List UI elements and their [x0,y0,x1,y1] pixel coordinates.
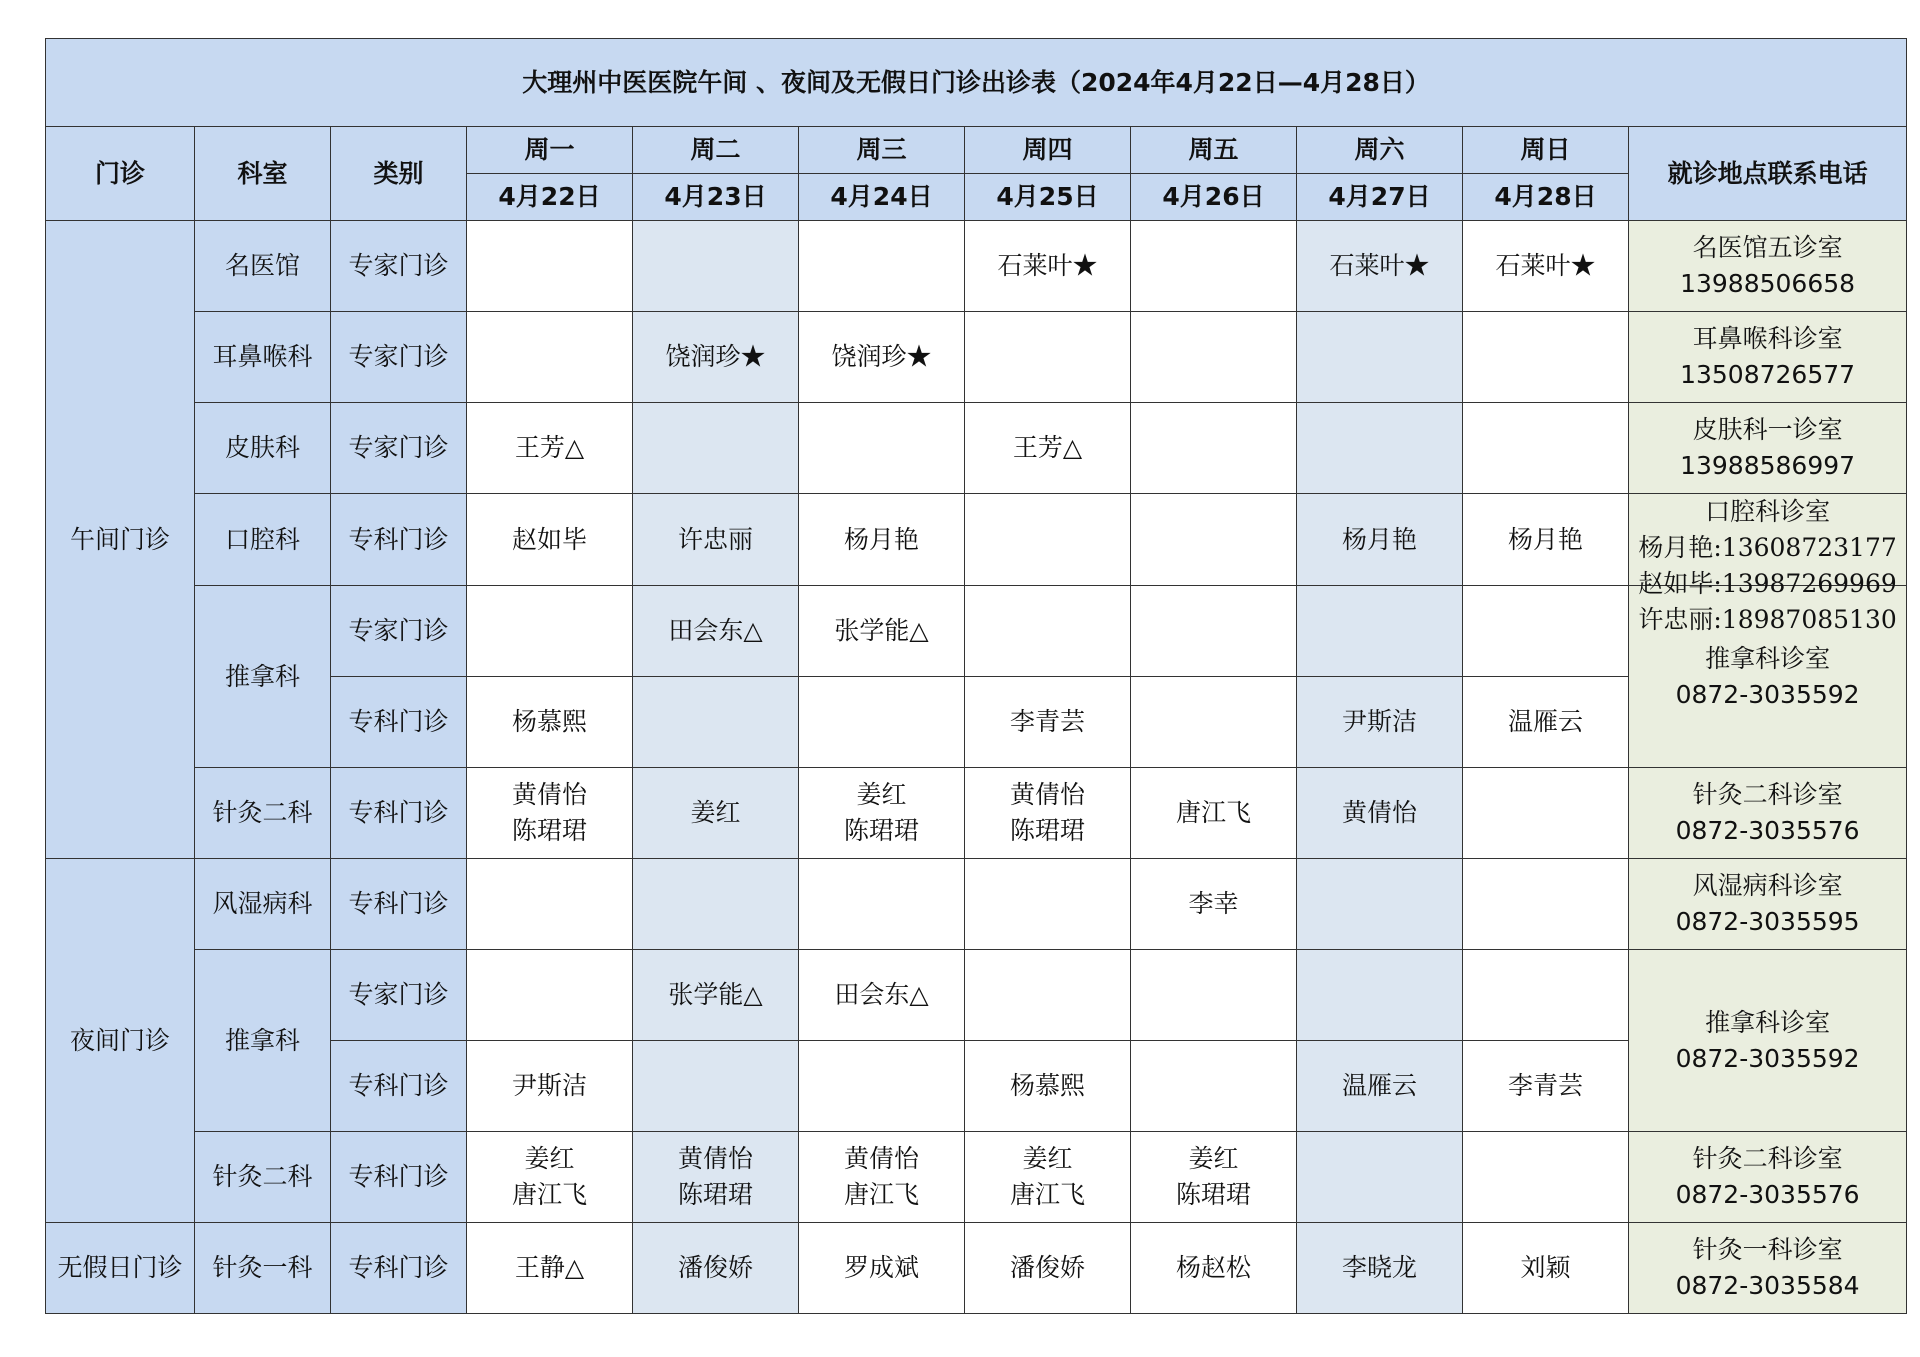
schedule-cell [965,768,1131,859]
schedule-cell: 石莱叶★ [965,221,1131,312]
header-category: 类别 [331,127,467,221]
schedule-cell [965,494,1131,586]
location-cell [1629,403,1907,494]
doctor-name: 姜红 [690,798,741,827]
schedule-cell [1131,312,1297,403]
schedule-cell [633,768,799,859]
category-cell: 专科门诊 [331,1041,467,1132]
table-row [46,950,1907,1041]
doctor-name: 姜红 [524,1144,575,1173]
schedule-cell [1297,312,1463,403]
dept-cell: 针灸一科 [195,1223,331,1314]
doctor-name: 陈珺珺 [677,1180,753,1209]
location-phone: 许忠丽:18987085130 [1638,605,1897,634]
schedule-cell: 李青芸 [1463,1041,1629,1132]
schedule-cell: 尹斯洁 [1297,677,1463,768]
schedule-cell [1131,494,1297,586]
schedule-cell [1463,403,1629,494]
location-cell [1629,1223,1907,1314]
schedule-cell: 李晓龙 [1297,1223,1463,1314]
schedule-cell [1131,586,1297,677]
doctor-name: 姜红 [856,780,907,809]
section-night: 夜间门诊 [46,859,195,1223]
location-name: 名医馆五诊室 [1692,233,1843,262]
schedule-cell: 杨月艳 [1297,494,1463,586]
location-phone: 0872-3035595 [1675,907,1860,936]
location-cell [1629,950,1907,1132]
doctor-name: 黄倩怡 [843,1144,919,1173]
location-phone: 13988506658 [1680,269,1856,298]
schedule-cell: 杨赵松 [1131,1223,1297,1314]
header-date-tue: 4月23日 [633,174,799,221]
header-date-sat: 4月27日 [1297,174,1463,221]
schedule-cell [1463,859,1629,950]
schedule-cell [1131,768,1297,859]
header-date-thu: 4月25日 [965,174,1131,221]
location-name: 耳鼻喉科诊室 [1692,324,1843,353]
category-cell: 专家门诊 [331,221,467,312]
schedule-cell [1131,950,1297,1041]
location-name: 针灸二科诊室 [1692,1144,1843,1173]
location-name: 针灸一科诊室 [1692,1235,1843,1264]
schedule-cell [633,403,799,494]
doctor-name: 姜红 [1188,1144,1239,1173]
category-cell: 专科门诊 [331,1132,467,1223]
table-row [46,586,1907,677]
table-row [46,859,1907,950]
location-phone: 0872-3035576 [1675,1180,1860,1209]
category-cell: 专家门诊 [331,403,467,494]
schedule-cell [633,677,799,768]
location-phone: 0872-3035576 [1675,816,1860,845]
location-name: 针灸二科诊室 [1692,780,1843,809]
header-clinic: 门诊 [46,127,195,221]
location-cell [1629,859,1907,950]
schedule-cell [799,1041,965,1132]
table-row [46,221,1907,312]
dept-cell: 推拿科 [195,586,331,768]
schedule-cell: 王芳△ [467,403,633,494]
header-day-wed: 周三 [799,127,965,174]
schedule-cell [633,221,799,312]
doctor-name: 唐江飞 [511,1180,587,1209]
schedule-cell [1463,586,1629,677]
dept-cell: 名医馆 [195,221,331,312]
location-lines [1629,494,1906,634]
schedule-cell [467,586,633,677]
schedule-cell: 李幸 [1131,859,1297,950]
schedule-cell: 王芳△ [965,403,1131,494]
schedule-cell: 张学能△ [799,586,965,677]
category-cell: 专科门诊 [331,494,467,586]
location-phone: 13988586997 [1680,451,1856,480]
dept-cell: 推拿科 [195,950,331,1132]
schedule-cell: 田会东△ [799,950,965,1041]
location-cell [1629,768,1907,859]
schedule-cell [467,768,633,859]
location-cell [1629,494,1907,634]
doctor-name: 唐江飞 [843,1180,919,1209]
header-day-sun: 周日 [1463,127,1629,174]
schedule-cell [633,1132,799,1223]
schedule-cell [1463,768,1629,859]
table-row [46,768,1907,859]
schedule-cell [799,768,965,859]
header-department: 科室 [195,127,331,221]
header-date-fri: 4月26日 [1131,174,1297,221]
dept-cell: 风湿病科 [195,859,331,950]
dept-cell: 针灸二科 [195,768,331,859]
doctor-name: 唐江飞 [1009,1180,1085,1209]
doctor-name: 黄倩怡 [1009,780,1085,809]
location-phone: 0872-3035592 [1675,679,1860,709]
location-phone: 赵如毕:13987269969 [1638,569,1897,598]
category-cell: 专科门诊 [331,677,467,768]
category-cell: 专家门诊 [331,586,467,677]
section-noholiday: 无假日门诊 [46,1223,195,1314]
schedule-cell [1131,221,1297,312]
header-day-tue: 周二 [633,127,799,174]
dept-cell: 耳鼻喉科 [195,312,331,403]
schedule-cell: 温雁云 [1297,1041,1463,1132]
schedule-cell [467,221,633,312]
schedule-table [45,38,1907,1314]
schedule-cell [965,586,1131,677]
schedule-cell [1297,1132,1463,1223]
schedule-cell [1463,312,1629,403]
doctor-name: 黄倩怡 [511,780,587,809]
dept-cell: 针灸二科 [195,1132,331,1223]
schedule-cell: 潘俊娇 [633,1223,799,1314]
schedule-cell [1297,859,1463,950]
table-row [46,1223,1907,1314]
category-cell: 专科门诊 [331,859,467,950]
header-day-sat: 周六 [1297,127,1463,174]
schedule-cell [799,403,965,494]
schedule-cell [965,1132,1131,1223]
schedule-cell [965,950,1131,1041]
doctor-name: 陈珺珺 [1009,816,1085,845]
category-cell: 专家门诊 [331,312,467,403]
schedule-cell [799,221,965,312]
page-title: 大理州中医医院午间 、夜间及无假日门诊出诊表（2024年4月22日—4月28日） [46,39,1907,127]
location-cell [1629,1132,1907,1223]
schedule-cell: 杨慕熙 [467,677,633,768]
header-date-mon: 4月22日 [467,174,633,221]
schedule-cell [1131,1041,1297,1132]
schedule-cell: 罗成斌 [799,1223,965,1314]
schedule-cell: 李青芸 [965,677,1131,768]
schedule-cell [799,1132,965,1223]
schedule-cell [1297,768,1463,859]
dept-cell: 皮肤科 [195,403,331,494]
schedule-cell: 饶润珍★ [799,312,965,403]
schedule-cell [1131,403,1297,494]
schedule-cell: 杨月艳 [799,494,965,586]
schedule-cell: 王静△ [467,1223,633,1314]
location-name: 风湿病科诊室 [1692,871,1843,900]
location-name: 推拿科诊室 [1705,1007,1831,1037]
schedule-cell [467,859,633,950]
schedule-cell [1297,403,1463,494]
header-date-sun: 4月28日 [1463,174,1629,221]
header-day-thu: 周四 [965,127,1131,174]
header-date-wed: 4月24日 [799,174,965,221]
table-row [46,1132,1907,1223]
schedule-cell: 杨月艳 [1463,494,1629,586]
schedule-cell [467,312,633,403]
schedule-cell [467,1132,633,1223]
table-row [46,494,1907,586]
location-name: 口腔科诊室 [1705,497,1831,526]
location-cell [1629,221,1907,312]
doctor-name: 唐江飞 [1175,798,1251,827]
schedule-cell: 田会东△ [633,586,799,677]
schedule-cell [965,312,1131,403]
location-name: 皮肤科一诊室 [1692,415,1843,444]
schedule-cell: 张学能△ [633,950,799,1041]
schedule-cell [799,677,965,768]
location-phone: 0872-3035584 [1675,1271,1860,1300]
doctor-name: 陈珺珺 [511,816,587,845]
schedule-cell: 尹斯洁 [467,1041,633,1132]
doctor-name: 黄倩怡 [677,1144,753,1173]
schedule-cell: 赵如毕 [467,494,633,586]
location-phone: 0872-3035592 [1675,1043,1860,1073]
doctor-name: 陈珺珺 [1175,1180,1251,1209]
schedule-cell: 潘俊娇 [965,1223,1131,1314]
dept-cell: 口腔科 [195,494,331,586]
category-cell: 专科门诊 [331,768,467,859]
schedule-cell: 饶润珍★ [633,312,799,403]
schedule-cell [799,859,965,950]
location-phone: 杨月艳:13608723177 [1638,533,1897,562]
schedule-cell: 刘颖 [1463,1223,1629,1314]
doctor-name: 黄倩怡 [1341,798,1417,827]
schedule-cell: 石莱叶★ [1463,221,1629,312]
schedule-cell: 石莱叶★ [1297,221,1463,312]
schedule-cell [1131,677,1297,768]
doctor-name: 姜红 [1022,1144,1073,1173]
schedule-cell [1297,586,1463,677]
schedule-cell [633,859,799,950]
section-noon: 午间门诊 [46,221,195,859]
schedule-cell [467,950,633,1041]
location-name: 推拿科诊室 [1705,643,1831,673]
schedule-cell [1297,950,1463,1041]
schedule-cell [1131,1132,1297,1223]
table-row [46,403,1907,494]
header-location: 就诊地点联系电话 [1629,127,1907,221]
header-day-mon: 周一 [467,127,633,174]
schedule-cell [1463,950,1629,1041]
schedule-cell [1463,1132,1629,1223]
location-cell [1629,312,1907,403]
category-cell: 专家门诊 [331,950,467,1041]
category-cell: 专科门诊 [331,1223,467,1314]
schedule-cell: 温雁云 [1463,677,1629,768]
schedule-cell: 许忠丽 [633,494,799,586]
doctor-name: 陈珺珺 [843,816,919,845]
header-day-fri: 周五 [1131,127,1297,174]
schedule-cell [965,859,1131,950]
location-phone: 13508726577 [1680,360,1856,389]
schedule-cell: 杨慕熙 [965,1041,1131,1132]
table-row [46,312,1907,403]
schedule-cell [633,1041,799,1132]
